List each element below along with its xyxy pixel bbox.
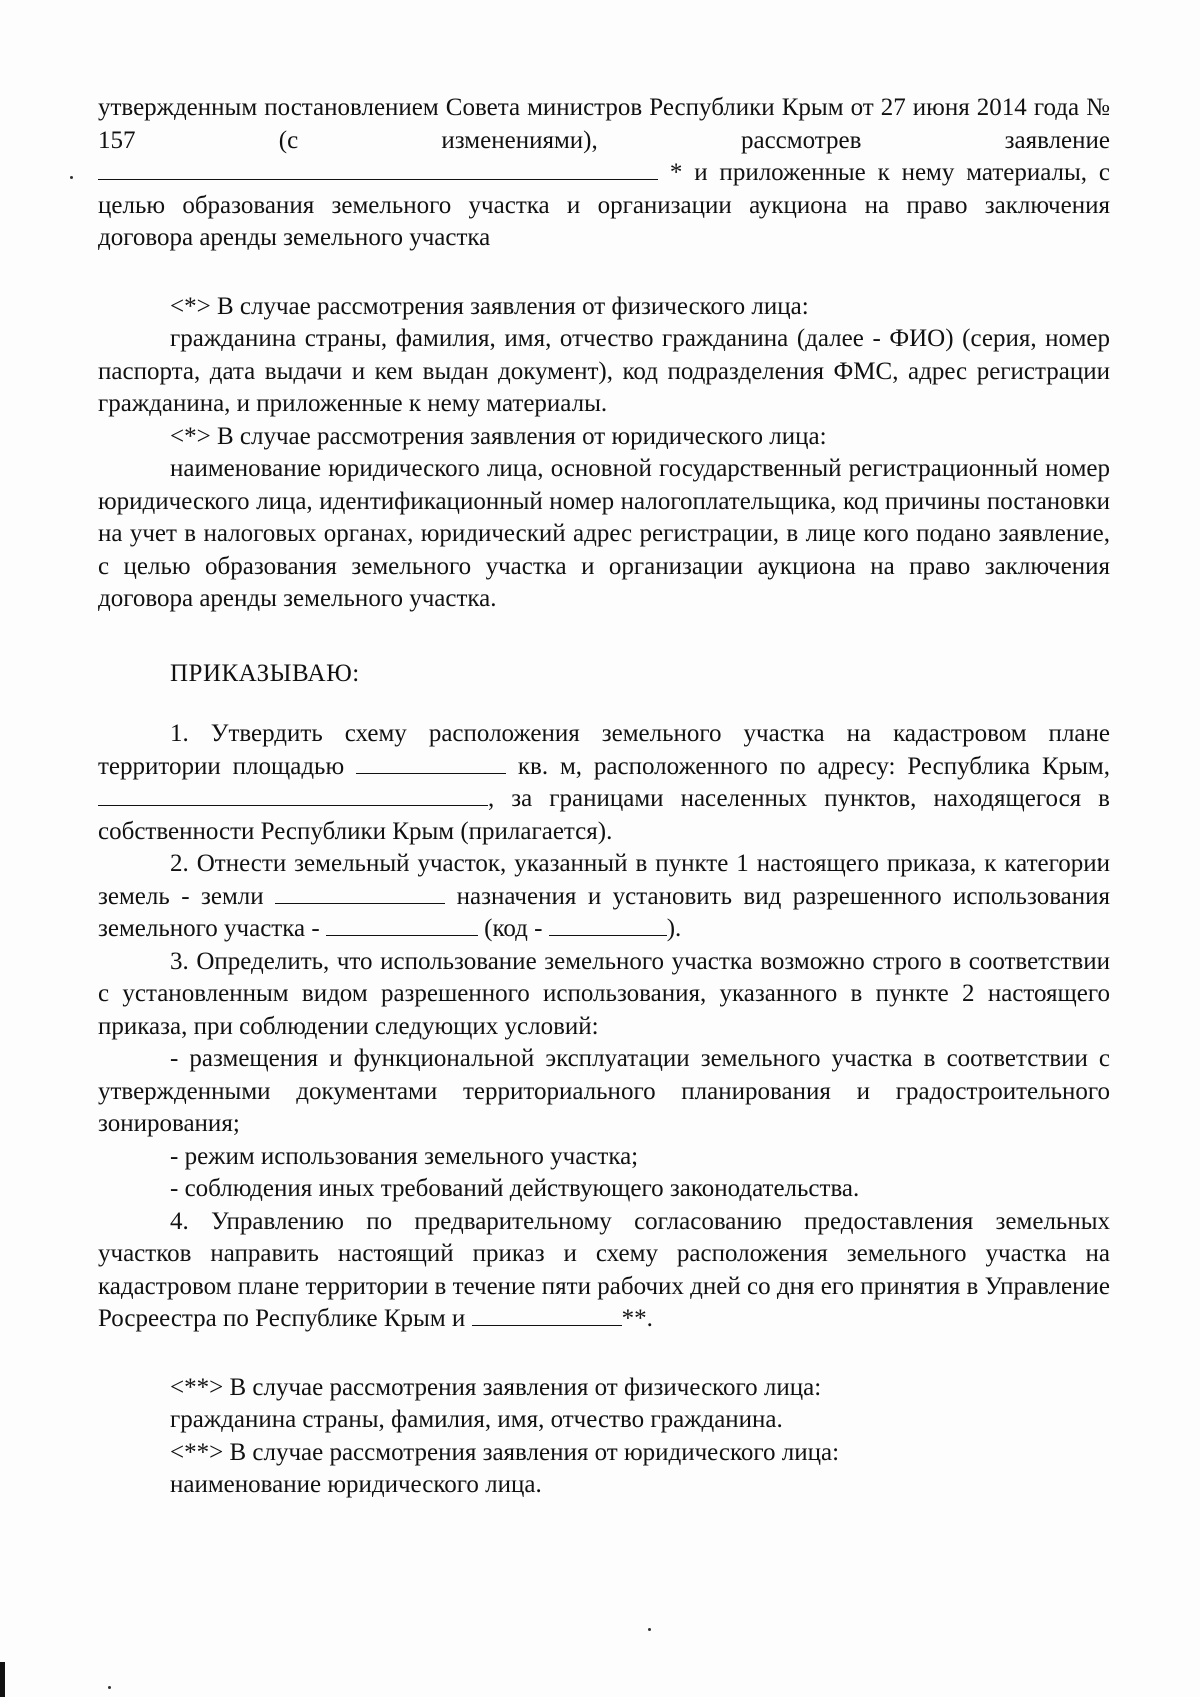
scan-speck bbox=[648, 1628, 651, 1631]
item-3-bullet-3: - соблюдения иных требований действующего законодательства. bbox=[170, 1175, 860, 1202]
item-2 bbox=[98, 848, 1110, 946]
item-3: 3. Определить, что использование земельного участка возможно строго в соответствии с установленным видом разрешенного использования, указанного в пункте 2 настоящего приказа, при соблюдении следующих условий: bbox=[98, 947, 1110, 1040]
address-blank bbox=[98, 783, 488, 806]
use-type-blank bbox=[326, 913, 478, 936]
code-blank bbox=[549, 913, 667, 936]
category-blank bbox=[275, 881, 445, 904]
scan-edge-mark bbox=[0, 1662, 5, 1697]
footnote1-phys-title: <*> В случае рассмотрения заявления от физического лица: bbox=[170, 292, 809, 320]
item-1 bbox=[98, 718, 1110, 848]
applicant-blank bbox=[98, 157, 658, 180]
order-heading: ПРИКАЗЫВАЮ: bbox=[170, 659, 360, 687]
item-2-text-d: ). bbox=[666, 915, 682, 942]
footnote1-jur-body: наименование юридического лица, основной государственный регистрационный номер юридического лица, идентификационный номер налогоплательщика, код причины постановки на учет в налоговых органах, юридический адрес регистрации, в лице кого подано заявление, с целью образования земельного участка и организации аукциона на право заключения договора аренды земельного участка. bbox=[98, 455, 1110, 612]
scan-speck bbox=[108, 1686, 111, 1689]
item-1-text-c: , за границами населенных пунктов, находящегося в собственности Республики Крым (прилагается). bbox=[98, 785, 1110, 845]
footnote2-phys-title: <**> В случае рассмотрения заявления от физического лица: bbox=[170, 1373, 822, 1401]
item-3-bullet-1: - размещения и функциональной эксплуатации земельного участка в соответствии с утвержденными документами территориального планирования и градостроительного зонирования; bbox=[98, 1045, 1110, 1137]
item-4-text-a: 4. Управлению по предварительному согласованию предоставления земельных участков направить настоящий приказ и схему расположения земельного участка на кадастровом плане территории в течение пяти рабочих дней со дня его принятия в Управление Росреестра по Республике Крым и bbox=[98, 1207, 1110, 1332]
item-1-text-a: 1. Утвердить схему расположения земельного участка на кадастровом плане территории площадью bbox=[98, 720, 1110, 780]
item-4 bbox=[98, 1206, 1110, 1336]
item-2-text-a: 2. Отнести земельный участок, указанный в пункте 1 настоящего приказа, к категории земель - земли bbox=[98, 850, 1110, 910]
item-4-text-b: **. bbox=[621, 1305, 653, 1332]
item-2-text-c: (код - bbox=[484, 915, 543, 942]
item-2-text-b: назначения и установить вид разрешенного использования земельного участка - bbox=[98, 882, 1111, 942]
footnote1-jur-title: <*> В случае рассмотрения заявления от юридического лица: bbox=[170, 422, 827, 450]
intro-text: утвержденным постановлением Совета министров Республики Крым от 27 июня 2014 года № 157 (с изменениями), рассмотрев заявление bbox=[98, 94, 1110, 154]
recipient-blank bbox=[472, 1303, 622, 1326]
area-blank bbox=[356, 751, 506, 774]
scan-speck bbox=[70, 176, 73, 179]
item-3-bullet-2: - режим использования земельного участка; bbox=[170, 1142, 639, 1170]
footnote1-phys-body: гражданина страны, фамилия, имя, отчество гражданина (далее - ФИО) (серия, номер паспорта, дата выдачи и кем выдан документ), код подразделения ФМС, адрес регистрации гражданина, и приложенные к нему материалы. bbox=[98, 325, 1110, 417]
intro-paragraph bbox=[98, 92, 1110, 255]
item-1-text-b: кв. м, расположенного по адресу: Республика Крым, bbox=[517, 752, 1110, 780]
footnote2-jur-title: <**> В случае рассмотрения заявления от юридического лица: bbox=[170, 1438, 840, 1466]
document-body bbox=[98, 92, 1110, 1502]
footnote2-jur-body: наименование юридического лица. bbox=[170, 1471, 542, 1498]
footnote2-phys-body: гражданина страны, фамилия, имя, отчество гражданина. bbox=[170, 1406, 783, 1433]
intro-text-cont: * и приложенные к нему материалы, с целью образования земельного участка и организации аукциона на право заключения договора аренды земельного участка bbox=[98, 159, 1111, 251]
